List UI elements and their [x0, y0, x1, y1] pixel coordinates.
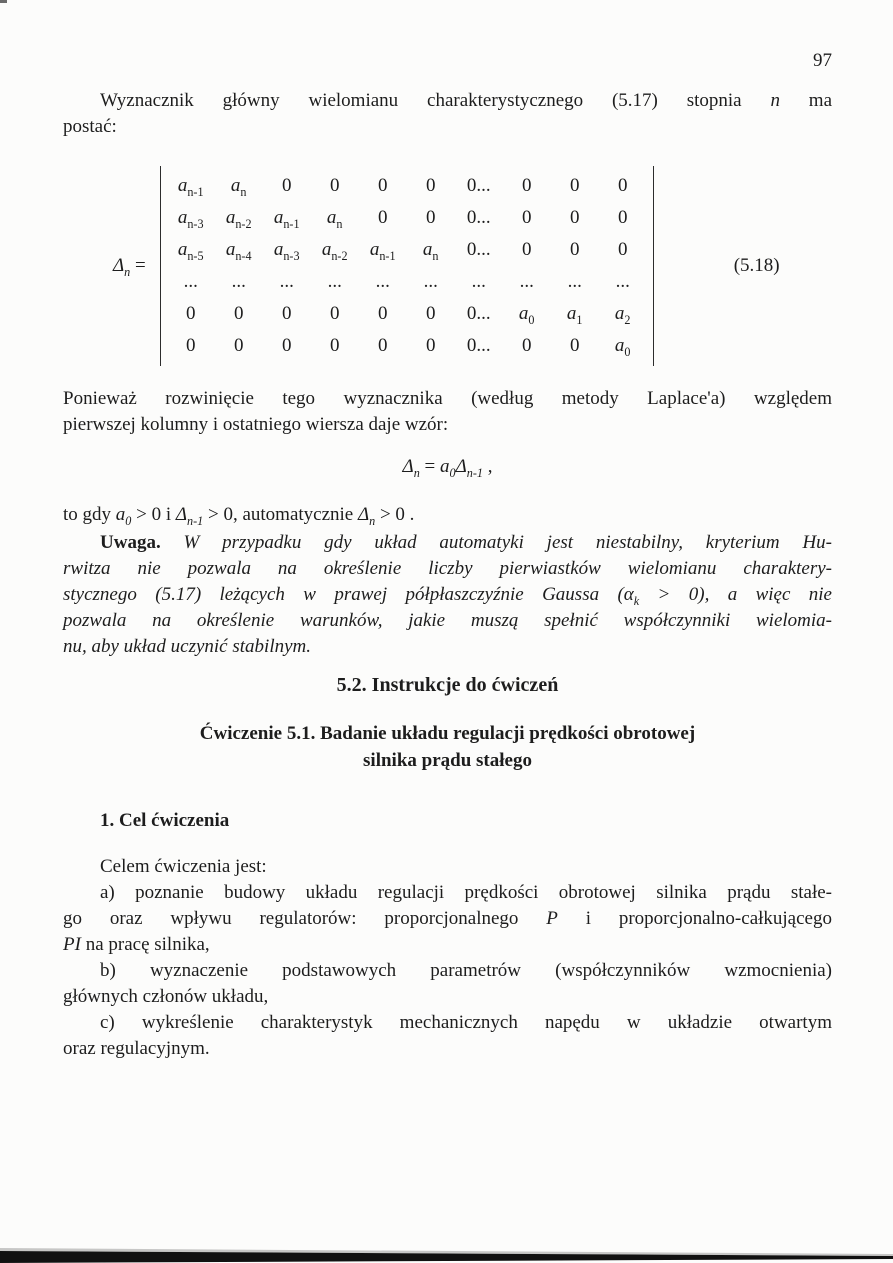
goal-item-a: a) poznanie budowy układu regulacji prędkości obrotowej silnika prądu stałe- go oraz wpływu regulatorów: proporcjonalnego P i proporcjonalno-całkującego PI na pracę silnika, — [63, 882, 832, 955]
page-number: 97 — [813, 50, 832, 71]
goal-item-b: b) wyznaczenie podstawowych parametrów (współczynników wzmocnienia) głównych członów układu, — [63, 960, 832, 1007]
scan-edge-artifact — [0, 1247, 893, 1263]
scan-corner-artifact — [0, 0, 7, 3]
equation-number-label: (5.18) — [733, 255, 780, 276]
formula-delta-recursion: $\Delta_n = a_0\Delta_{n-1}$ , — [402, 456, 493, 480]
hurwitz-determinant-matrix: $a_{n-1}$ $a_n$ 0 0 0 0 0... 0 0 0 $a_{n-3}$ $a_{n-2}$ $a_{n-1}$ $a_n$ 0 0 0... 0 0 0 $a_{n-5}$ $a_{n-4}$ $a_{n-3}$ $a_{n-2}$ $a_{n-1}$ $a_n$ 0... 0 0 0 ... ... ... ... ... ... ... ... ... ... 0 0 0 0 0 0 0... $a_0$ $a_1$ $a_2$ 0 0 0 0 0 0 0... 0 0 $a_0$ — [160, 166, 654, 366]
equation-lhs: $\Delta_n$ = — [113, 255, 146, 279]
section-heading-5-2: 5.2. Instrukcje do ćwiczeń — [336, 674, 559, 696]
goal-heading: 1. Cel ćwiczenia — [100, 810, 230, 831]
paragraph-intro: Wyznacznik główny wielomianu charakterystycznego (5.17) stopnia n ma postać: — [63, 90, 832, 137]
goal-item-c: c) wykreślenie charakterystyk mechanicznych napędu w układzie otwartym oraz regulacyjnym. — [63, 1012, 832, 1059]
exercise-heading-line1: Ćwiczenie 5.1. Badanie układu regulacji prędkości obrotowej — [199, 723, 696, 744]
exercise-heading-line2: silnika prądu stałego — [363, 750, 532, 771]
equation-5-18 — [63, 166, 832, 366]
paragraph-uwaga-note: Uwaga. W przypadku gdy układ automatyki jest niestabilny, kryterium Hu- rwitza nie pozwala na określenie liczby pierwiastków wielomianu charaktery- stycznego (5.17) leżących w prawej półpłaszczyźnie Gaussa $(\alpha_k > 0)$, a więc nie pozwala na określenie warunków, jakie muszą spełnić współczynniki wielomia- nu, aby układ uczynić stabilnym. — [63, 532, 832, 657]
exercise-heading-5-1 — [63, 720, 832, 774]
paragraph-condition: to gdy $a_0 > 0$ i $\Delta_{n-1} > 0$, automatycznie $\Delta_n > 0$ . — [63, 504, 415, 528]
paragraph-goal-intro: Celem ćwiczenia jest: — [100, 856, 267, 877]
paragraph-laplace: Ponieważ rozwinięcie tego wyznacznika (według metody Laplace'a) względem pierwszej kolumny i ostatniego wiersza daje wzór: — [63, 388, 832, 435]
